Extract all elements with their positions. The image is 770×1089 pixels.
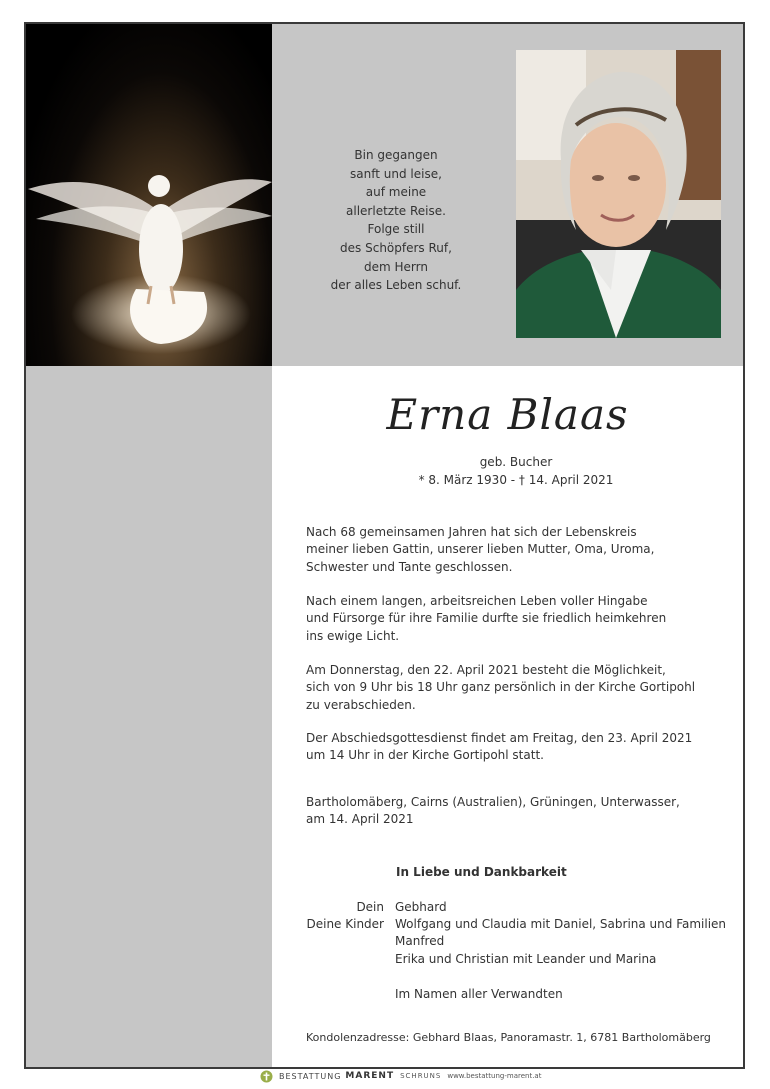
paragraph-line: Am Donnerstag, den 22. April 2021 besteht die Möglichkeit, — [306, 663, 666, 677]
paragraph-line: Nach einem langen, arbeitsreichen Leben voller Hingabe — [306, 594, 648, 608]
paragraph-line: am 14. April 2021 — [306, 812, 414, 827]
poem-line: sanft und leise, — [350, 166, 442, 181]
condolence-address: Kondolenzadresse: Gebhard Blaas, Panoramastr. 1, 6781 Bartholomäberg — [306, 1031, 711, 1044]
obituary-card — [24, 22, 745, 1069]
paragraph-line: Der Abschiedsgottesdienst findet am Freitag, den 23. April 2021 — [306, 731, 693, 745]
paragraph-line: ins ewige Licht. — [306, 628, 400, 643]
paragraph-farewell — [306, 662, 726, 714]
children-line: Wolfgang und Claudia mit Daniel, Sabrina und Familien — [395, 917, 727, 931]
portrait-photo — [516, 50, 721, 338]
paragraph-line: zu verabschieden. — [306, 697, 416, 712]
paragraph-life-circle — [306, 524, 726, 576]
poem — [306, 146, 486, 295]
poem-line: Folge still — [367, 222, 425, 237]
life-dates: * 8. März 1930 - † 14. April 2021 — [418, 473, 614, 487]
dove-image — [26, 24, 272, 366]
poem-line: allerletzte Reise. — [346, 203, 446, 218]
poem-line: dem Herrn — [364, 259, 428, 274]
paragraph-line: und Fürsorge für ihre Familie durfte sie friedlich heimkehren — [306, 611, 667, 626]
left-gray-panel — [26, 366, 272, 1067]
role-children: Deine Kinder — [306, 917, 384, 931]
paragraph-line: meiner lieben Gattin, unserer lieben Mutter, Oma, Uroma, — [306, 542, 655, 557]
paragraph-line: sich von 9 Uhr bis 18 Uhr ganz persönlich in der Kirche Gortipohl — [306, 680, 696, 695]
paragraph-devotion — [306, 593, 726, 645]
brand-town: SCHRUNS — [400, 1072, 442, 1080]
brand-name: MARENT — [345, 1071, 395, 1081]
paragraph-line: Bartholomäberg, Cairns (Australien), Grüningen, Unterwasser, — [306, 795, 680, 809]
paragraph-service — [306, 730, 726, 765]
paragraph-line: Schwester und Tante geschlossen. — [306, 559, 513, 574]
funeral-home-logo-icon — [260, 1070, 273, 1083]
paragraph-line: Nach 68 gemeinsamen Jahren hat sich der Lebenskreis — [306, 525, 637, 539]
relatives-line: Im Namen aller Verwandten — [395, 987, 563, 1001]
brand-prefix: BESTATTUNG — [279, 1071, 342, 1081]
poem-line: der alles Leben schuf. — [330, 278, 462, 293]
poem-line: Bin gegangen — [354, 148, 438, 162]
paragraph-line: um 14 Uhr in der Kirche Gortipohl statt. — [306, 748, 544, 763]
poem-line: auf meine — [365, 185, 427, 200]
children-line: Manfred — [395, 934, 445, 948]
spouse-name: Gebhard — [395, 900, 447, 914]
born-name: geb. Bucher — [479, 455, 553, 469]
role-spouse: Dein — [356, 900, 384, 914]
funeral-home-footer — [260, 1068, 541, 1084]
paragraph-place-date — [306, 794, 726, 829]
website-link[interactable]: www.bestattung-marent.at — [447, 1072, 542, 1080]
children-line: Erika und Christian mit Leander und Marina — [395, 952, 657, 966]
deceased-name: Erna Blaas — [386, 390, 629, 439]
thanks-heading: In Liebe und Dankbarkeit — [396, 865, 567, 879]
poem-line: des Schöpfers Ruf, — [340, 240, 452, 255]
